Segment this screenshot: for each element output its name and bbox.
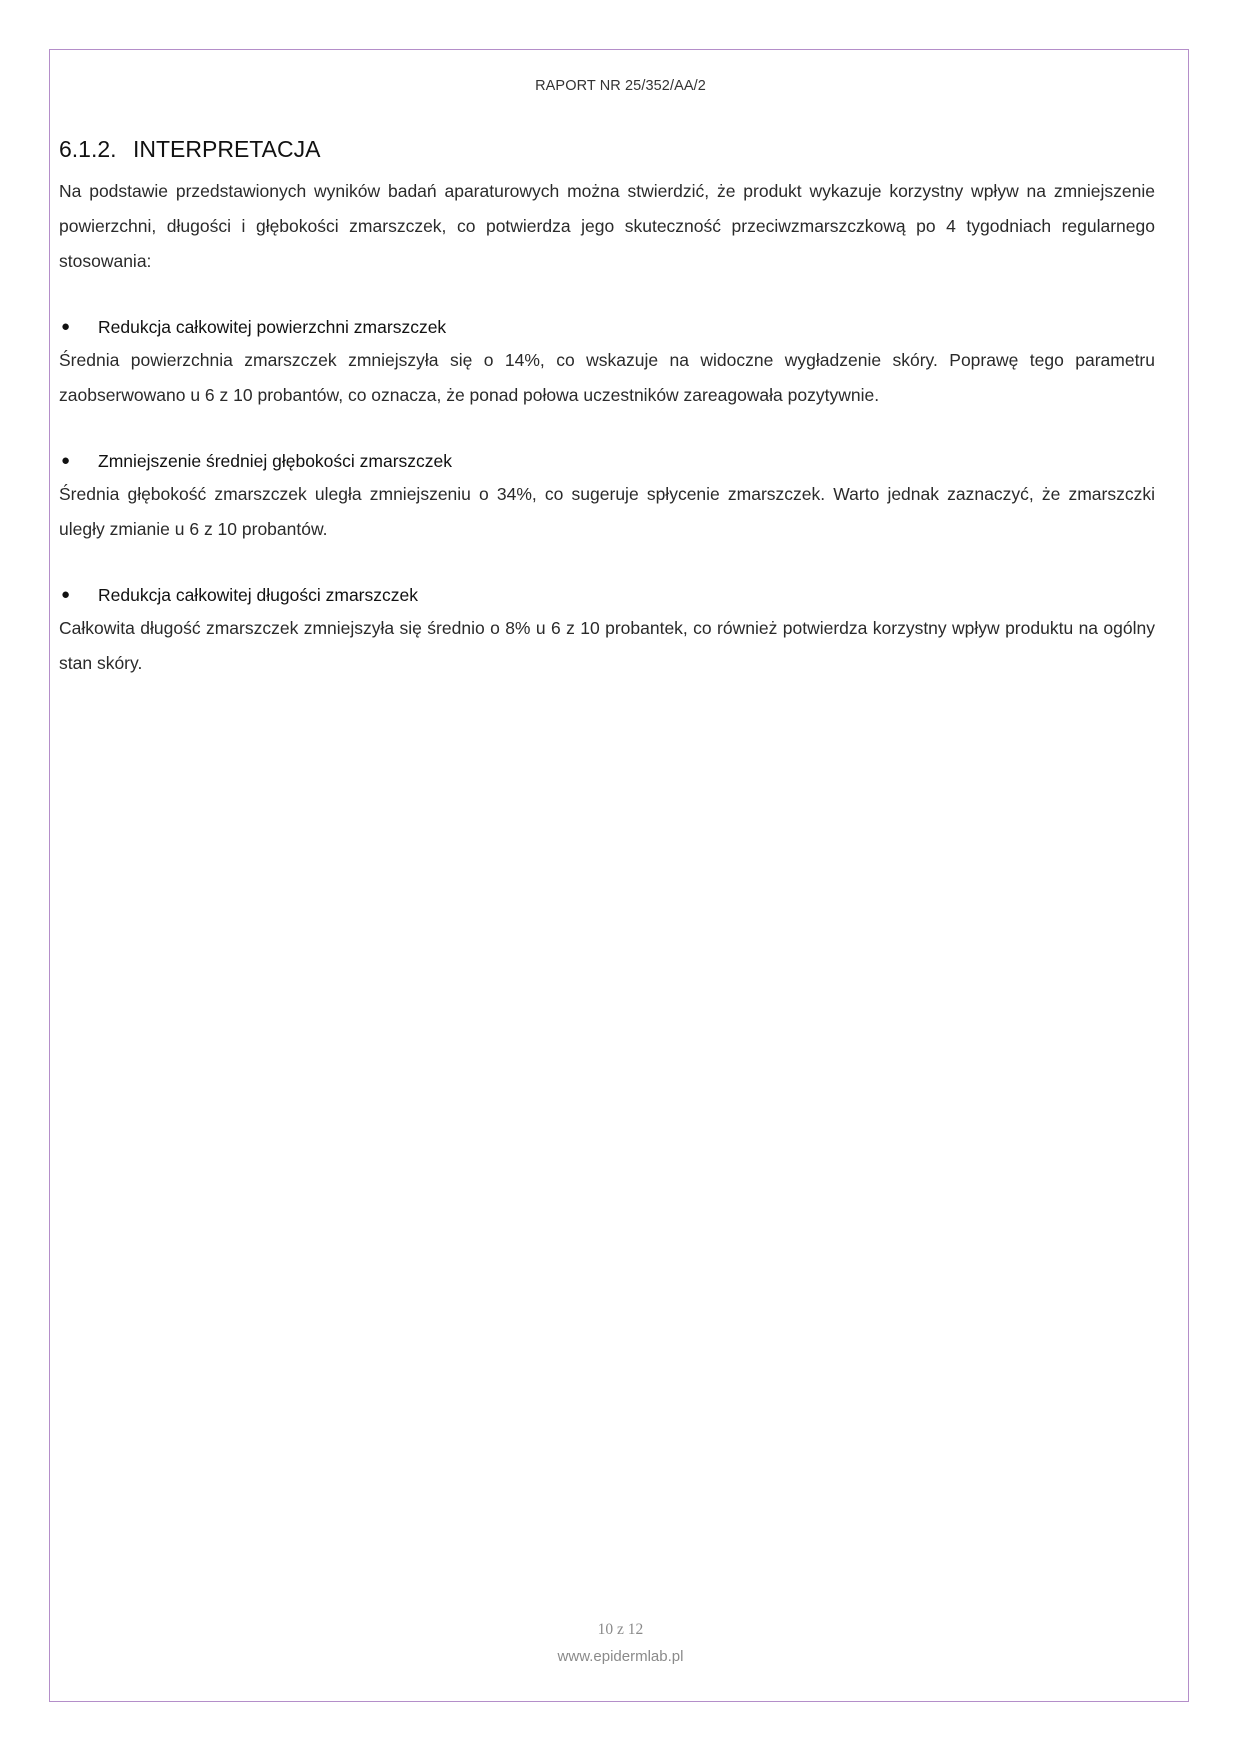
intro-paragraph: Na podstawie przedstawionych wyników badań aparaturowych można stwierdzić, że produkt wykazuje korzystny wpływ na zmniejszenie powierzchni, długości i głębokości zmarszczek, co potwierdza jego skuteczność przeciwzmarszczkową po 4 tygodniach regularnego stosowania: [59, 181, 1155, 271]
finding-block [59, 445, 1155, 547]
finding-text: Średnia głębokość zmarszczek uległa zmniejszeniu o 34%, co sugeruje spłycenie zmarszczek. Warto jednak zaznaczyć, że zmarszczki uległy zmianie u 6 z 10 probantów. [59, 484, 1155, 539]
section-number: 6.1.2. [59, 136, 117, 162]
finding-heading-text: Redukcja całkowitej długości zmarszczek [98, 585, 418, 605]
document-body [59, 134, 1155, 681]
finding-block [59, 579, 1155, 681]
finding-heading [59, 311, 1155, 343]
website-link[interactable]: www.epidermlab.pl [557, 1648, 684, 1665]
finding-text: Średnia powierzchnia zmarszczek zmniejszyła się o 14%, co wskazuje na widoczne wygładzenie skóry. Poprawę tego parametru zaobserwowano u 6 z 10 probantów, co oznacza, że ponad połowa uczestników zareagowała pozytywnie. [59, 350, 1155, 405]
section-title: INTERPRETACJA [133, 136, 321, 162]
finding-text: Całkowita długość zmarszczek zmniejszyła się średnio o 8% u 6 z 10 probantek, co również potwierdza korzystny wpływ produktu na ogólny stan skóry. [59, 618, 1155, 673]
report-number-header: RAPORT NR 25/352/AA/2 [535, 78, 706, 94]
page-number: 10 z 12 [597, 1621, 644, 1638]
bullet-icon: ● [61, 452, 71, 469]
bullet-icon: ● [61, 318, 71, 335]
finding-block [59, 311, 1155, 413]
bullet-icon: ● [61, 586, 71, 603]
finding-heading [59, 579, 1155, 611]
finding-heading [59, 445, 1155, 477]
section-heading [59, 134, 1155, 164]
finding-heading-text: Redukcja całkowitej powierzchni zmarszczek [98, 317, 447, 337]
finding-heading-text: Zmniejszenie średniej głębokości zmarszczek [98, 451, 453, 471]
